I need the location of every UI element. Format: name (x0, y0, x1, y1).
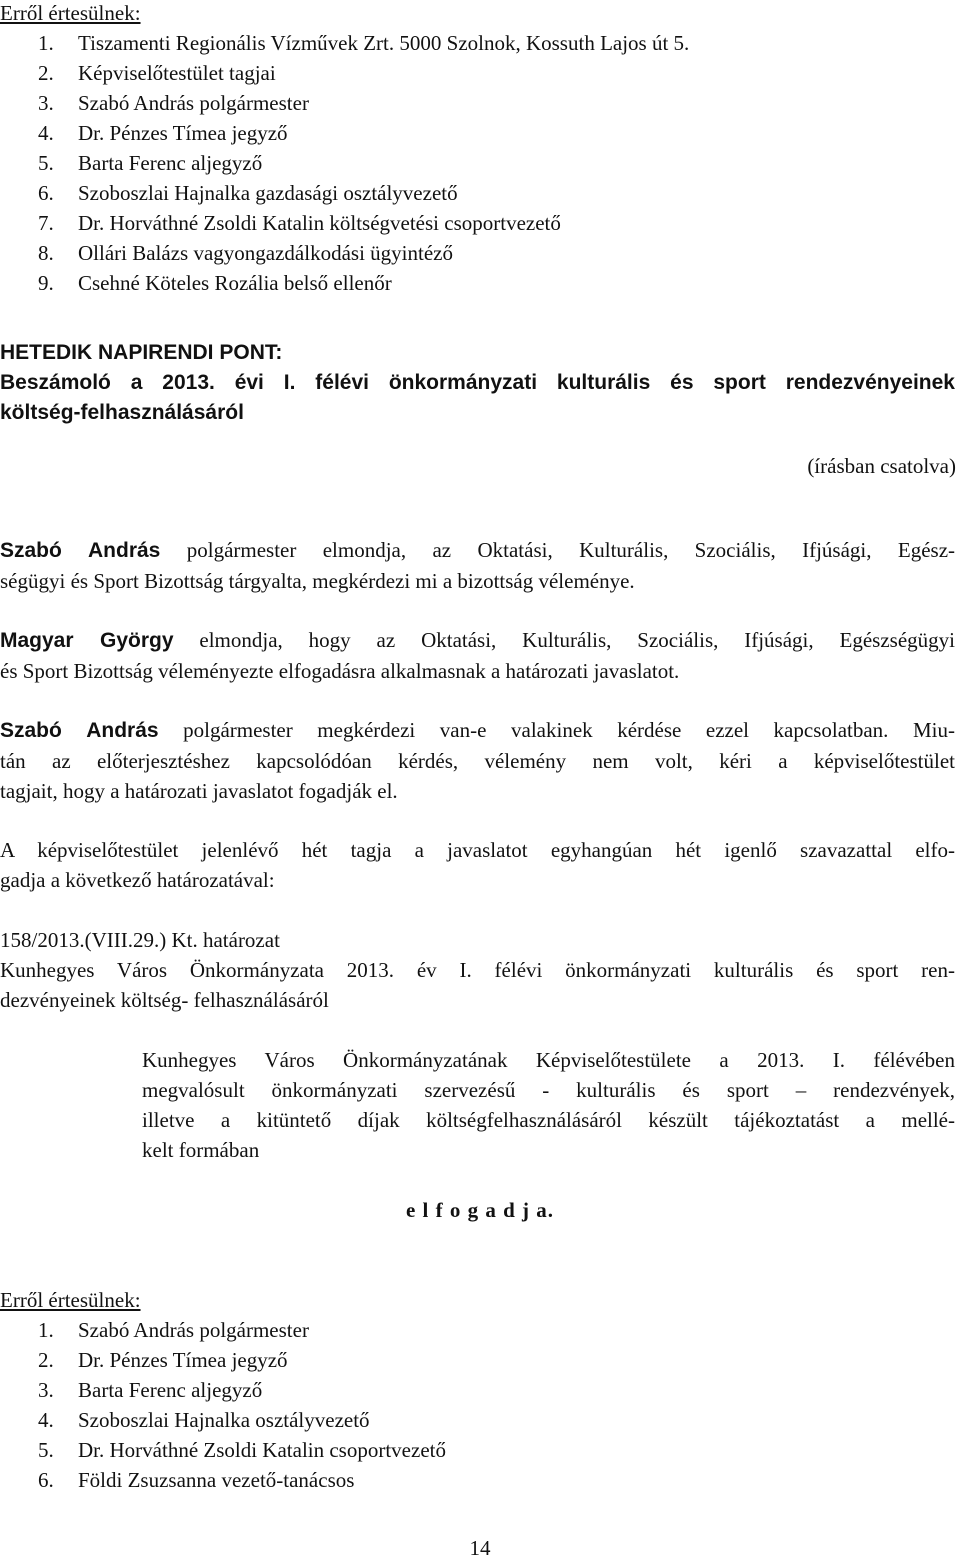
paragraph-line: A képviselőtestület jelenlévő hét tagja a javaslatot egyhangúan hét igenlő szavazattal elfo- (0, 838, 955, 862)
list-item (38, 268, 960, 298)
item-number: 5. (38, 1438, 54, 1462)
list-item (38, 88, 960, 118)
list-item (38, 1345, 960, 1375)
item-number: 4. (38, 1408, 54, 1432)
item-number: 3. (38, 1378, 54, 1402)
item-number: 6. (38, 181, 54, 205)
list-item (38, 208, 960, 238)
attached-note: (írásban csatolva) (807, 454, 956, 478)
item-text: Tiszamenti Regionális Vízművek Zrt. 5000 Szolnok, Kossuth Lajos út 5. (78, 31, 690, 55)
item-text: Szabó András polgármester (78, 1318, 309, 1342)
item-number: 6. (38, 1468, 54, 1492)
list-item (38, 1405, 960, 1435)
item-text: Dr. Horváthné Zsoldi Katalin csoportvezető (78, 1438, 446, 1462)
decision-line: kelt formában (142, 1138, 260, 1162)
recipient-list (0, 28, 960, 298)
decision-line: megvalósult önkormányzati szervezésű - kulturális és sport – rendezvények, (142, 1078, 955, 1102)
paragraph-line: ségügyi és Sport Bizottság tárgyalta, megkérdezi mi a bizottság véleménye. (0, 569, 635, 593)
decision-verdict: e l f o g a d j a. (405, 1198, 555, 1222)
paragraph-line (0, 625, 955, 656)
item-text: Képviselőtestület tagjai (78, 61, 276, 85)
paragraph-mayor-call-vote (0, 715, 955, 806)
paragraph-line: tagjait, hogy a határozati javaslatot fogadják el. (0, 779, 398, 803)
item-number: 5. (38, 151, 54, 175)
paragraph-line: és Sport Bizottság véleményezte elfogadásra alkalmasnak a határozati javaslatot. (0, 659, 680, 683)
speaker-name: Szabó András (0, 719, 159, 742)
list-item (38, 58, 960, 88)
decision-line: illetve a kitüntető díjak költségfelhasználásáról készült tájékoztatást a mellé- (142, 1108, 955, 1132)
notification-heading: Erről értesülnek: (0, 1288, 141, 1312)
list-item (38, 1465, 960, 1495)
paragraph-line: gadja a következő határozatával: (0, 868, 275, 892)
item-text: Csehné Köteles Rozália belső ellenőr (78, 271, 392, 295)
item-text: Dr. Pénzes Tímea jegyző (78, 1348, 288, 1372)
list-item (38, 1315, 960, 1345)
paragraph-vote-result (0, 835, 955, 895)
notification-list-top (0, 0, 960, 298)
item-text: Ollári Balázs vagyongazdálkodási ügyintéző (78, 241, 453, 265)
item-text: Földi Zsuzsanna vezető-tanácsos (78, 1468, 355, 1492)
item-text: Szabó András polgármester (78, 91, 309, 115)
item-number: 1. (38, 31, 54, 55)
resolution-header (0, 925, 955, 1015)
resolution-body (142, 1045, 955, 1165)
notification-heading: Erről értesülnek: (0, 1, 141, 25)
agenda-subject-line-1: Beszámoló a 2013. évi I. félévi önkormányzati kulturális és sport rendezvényeinek (0, 371, 955, 394)
paragraph-line (0, 715, 955, 746)
list-item (38, 1435, 960, 1465)
paragraph-line: tán az előterjesztéshez kapcsolódóan kérdés, vélemény nem volt, kéri a képviselőtestület (0, 749, 955, 773)
resolution-number: 158/2013.(VIII.29.) Kt. határozat (0, 928, 280, 952)
list-item (38, 118, 960, 148)
page-number: 14 (469, 1536, 491, 1560)
item-number: 2. (38, 61, 54, 85)
paragraph-line (0, 535, 955, 566)
item-number: 2. (38, 1348, 54, 1372)
agenda-subject-line-2: költség-felhasználásáról (0, 401, 244, 424)
item-text: Dr. Pénzes Tímea jegyző (78, 121, 288, 145)
item-text: Barta Ferenc aljegyző (78, 1378, 263, 1402)
item-number: 8. (38, 241, 54, 265)
decision-line: Kunhegyes Város Önkormányzatának Képviselőtestülete a 2013. I. félévében (142, 1048, 955, 1072)
item-number: 1. (38, 1318, 54, 1342)
item-number: 7. (38, 211, 54, 235)
resolution-title-line-2: dezvényeinek költség- felhasználásáról (0, 988, 329, 1012)
item-text: Dr. Horváthné Zsoldi Katalin költségvetési csoportvezető (78, 211, 561, 235)
item-number: 4. (38, 121, 54, 145)
item-text: Szoboszlai Hajnalka osztályvezető (78, 1408, 370, 1432)
notification-list-bottom (0, 1285, 960, 1495)
resolution-title-line-1: Kunhegyes Város Önkormányzata 2013. év I. félévi önkormányzati kulturális és sport ren- (0, 958, 955, 982)
item-number: 3. (38, 91, 54, 115)
paragraph-text: elmondja, hogy az Oktatási, Kulturális, Szociális, Ifjúsági, Egészségügyi (173, 628, 955, 652)
item-text: Barta Ferenc aljegyző (78, 151, 263, 175)
paragraph-mayor-question (0, 535, 955, 596)
paragraph-text: polgármester megkérdezi van-e valakinek kérdése ezzel kapcsolatban. Miu- (158, 718, 955, 742)
agenda-title: HETEDIK NAPIRENDI PONT: (0, 341, 283, 364)
list-item (38, 178, 960, 208)
item-text: Szoboszlai Hajnalka gazdasági osztályvezető (78, 181, 458, 205)
list-item (38, 28, 960, 58)
speaker-name: Magyar György (0, 629, 174, 652)
recipient-list (0, 1315, 960, 1495)
speaker-name: Szabó András (0, 539, 161, 562)
item-number: 9. (38, 271, 54, 295)
list-item (38, 238, 960, 268)
paragraph-committee-opinion (0, 625, 955, 686)
agenda-item (0, 338, 955, 428)
paragraph-text: polgármester elmondja, az Oktatási, Kulturális, Szociális, Ifjúsági, Egész- (160, 538, 956, 562)
list-item (38, 148, 960, 178)
list-item (38, 1375, 960, 1405)
